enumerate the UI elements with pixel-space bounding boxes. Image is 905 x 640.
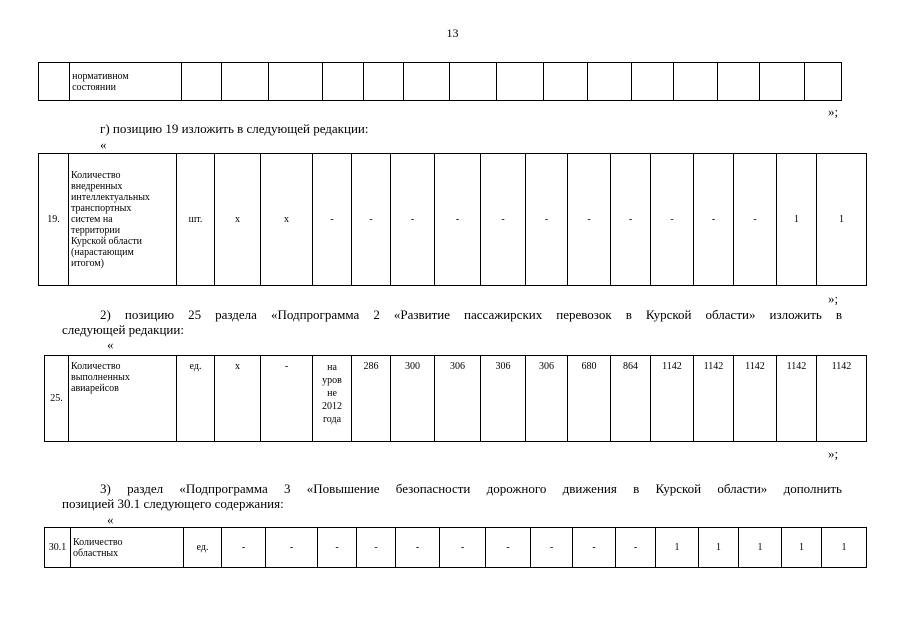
value-cell: - [616, 528, 656, 568]
indicator-name-cell [71, 528, 184, 568]
table-position-30-1 [44, 527, 867, 568]
value-cell: 1 [777, 154, 817, 286]
value-cell [363, 63, 403, 101]
name-line: состоянии [72, 81, 116, 93]
base-year-line: на [327, 362, 337, 373]
unit-cell: ед. [177, 356, 215, 442]
value-cell [497, 63, 544, 101]
opening-quote: « [107, 337, 114, 352]
value-cell [544, 63, 588, 101]
row-number-cell [39, 63, 70, 101]
name-line: внедренных [71, 181, 123, 192]
name-line: Количество [73, 536, 123, 548]
paragraph-3-line-1: 3) раздел «Подпрограмма 3 «Повышение безопасности дорожного движения в Курской области» дополнить [100, 481, 842, 496]
value-cell: - [573, 528, 616, 568]
value-cell [759, 63, 804, 101]
closing-quote: »; [828, 104, 839, 119]
value-cell: - [486, 528, 531, 568]
value-cell: - [391, 154, 435, 286]
value-cell: - [396, 528, 440, 568]
value-cell: 1 [739, 528, 782, 568]
value-cell: 300 [391, 356, 435, 442]
value-cell [673, 63, 718, 101]
indicator-name-cell [69, 154, 177, 286]
value-cell: 306 [526, 356, 568, 442]
value-cell: - [651, 154, 694, 286]
name-line: интеллектуальных [71, 192, 150, 203]
value-cell: х [215, 356, 261, 442]
value-cell: - [266, 528, 318, 568]
name-line: Количество [71, 170, 121, 181]
paragraph-2-line-1: 2) позицию 25 раздела «Подпрограмма 2 «Развитие пассажирских перевозок в Курской области» изложить в [100, 307, 842, 322]
name-line: нормативном [72, 70, 129, 82]
value-cell [323, 63, 363, 101]
value-cell: - [435, 154, 481, 286]
name-line: (нарастающим [71, 247, 134, 258]
base-year-line: года [322, 414, 342, 425]
name-line: итогом) [71, 258, 104, 269]
unit-cell: ед. [184, 528, 222, 568]
unit-cell: шт. [177, 154, 215, 286]
value-cell: - [611, 154, 651, 286]
paragraph-2-line-2: следующей редакции: [62, 322, 184, 337]
value-cell: - [694, 154, 734, 286]
value-cell: - [526, 154, 568, 286]
table-position-19 [38, 153, 867, 286]
value-cell: 1 [656, 528, 699, 568]
value-cell: 1142 [817, 356, 867, 442]
page-number: 13 [446, 26, 459, 40]
closing-quote: »; [828, 446, 839, 461]
value-cell: 1 [822, 528, 867, 568]
closing-quote: »; [828, 291, 839, 306]
value-cell [449, 63, 497, 101]
name-line: транспортных [71, 203, 132, 214]
value-cell: 1142 [777, 356, 817, 442]
value-cell: х [215, 154, 261, 286]
value-cell: 864 [611, 356, 651, 442]
value-cell: - [568, 154, 611, 286]
value-cell: 1 [699, 528, 739, 568]
row-number-cell: 19. [39, 154, 69, 286]
value-cell: - [222, 528, 266, 568]
value-cell: - [352, 154, 391, 286]
name-line: систем на [71, 214, 113, 225]
value-cell [632, 63, 673, 101]
value-cell: - [357, 528, 396, 568]
value-cell: 680 [568, 356, 611, 442]
value-cell [221, 63, 269, 101]
value-cell: 306 [435, 356, 481, 442]
name-line: территории [71, 225, 121, 236]
table-position-25 [44, 355, 867, 442]
value-cell [404, 63, 450, 101]
value-cell: 1142 [734, 356, 777, 442]
name-line: областных [73, 547, 119, 559]
base-year-line: 2012 [322, 401, 342, 412]
value-cell: - [481, 154, 526, 286]
value-cell: - [313, 154, 352, 286]
name-line: выполненных [71, 372, 130, 383]
opening-quote: « [100, 137, 107, 152]
value-cell [587, 63, 632, 101]
value-cell [804, 63, 841, 101]
base-year-cell [313, 356, 352, 442]
value-cell: - [318, 528, 357, 568]
value-cell [718, 63, 759, 101]
value-cell: - [531, 528, 573, 568]
value-cell: 286 [352, 356, 391, 442]
value-cell: - [440, 528, 486, 568]
value-cell: 1 [782, 528, 822, 568]
table-continuation [38, 62, 842, 101]
value-cell: 1 [817, 154, 867, 286]
indicator-name-cell [70, 63, 182, 101]
unit-cell [182, 63, 221, 101]
base-year-line: уров [322, 375, 342, 386]
name-line: Количество [71, 361, 121, 372]
indicator-name-cell [69, 356, 177, 442]
paragraph-g: г) позицию 19 изложить в следующей редакции: [100, 121, 369, 136]
base-year-line: не [327, 388, 337, 399]
value-cell: 1142 [694, 356, 734, 442]
row-number-cell: 25. [45, 356, 69, 442]
opening-quote: « [107, 512, 114, 527]
value-cell [269, 63, 323, 101]
value-cell: 306 [481, 356, 526, 442]
name-line: Курской области [71, 236, 142, 247]
name-line: авиарейсов [71, 383, 119, 394]
value-cell: - [261, 356, 313, 442]
value-cell: х [261, 154, 313, 286]
paragraph-3-line-2: позицией 30.1 следующего содержания: [62, 496, 284, 511]
value-cell: 1142 [651, 356, 694, 442]
value-cell: - [734, 154, 777, 286]
row-number-cell: 30.1 [45, 528, 71, 568]
